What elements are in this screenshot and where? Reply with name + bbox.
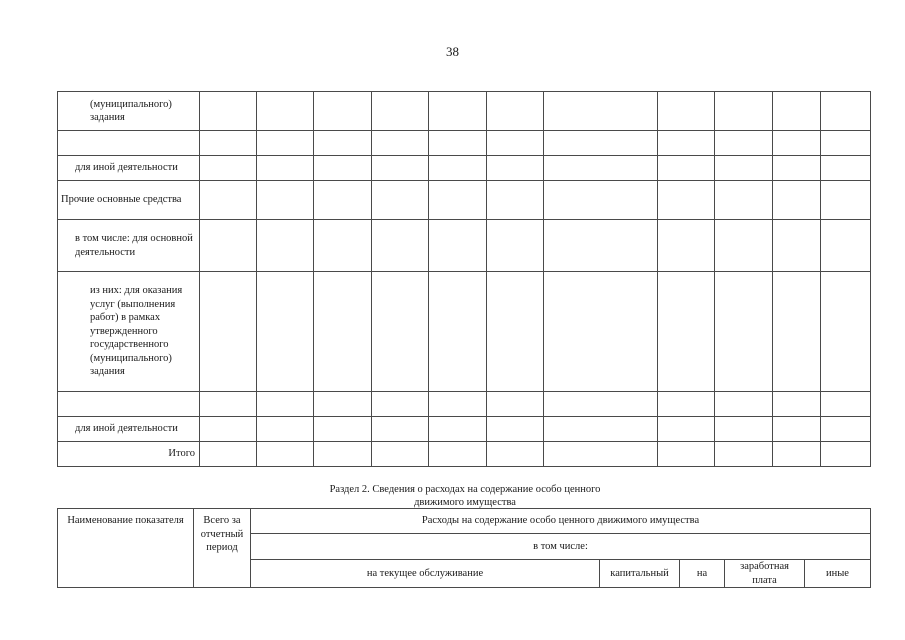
table-cell bbox=[314, 181, 372, 220]
table-cell bbox=[257, 272, 314, 392]
table-cell bbox=[715, 92, 773, 131]
table-row bbox=[58, 156, 871, 181]
table-cell bbox=[429, 156, 487, 181]
section-2-title-line-1: Раздел 2. Сведения о расходах на содержание особо ценного bbox=[329, 484, 601, 495]
table-row bbox=[58, 181, 871, 220]
table-cell bbox=[200, 392, 257, 417]
table-row bbox=[58, 417, 871, 442]
table-header-row bbox=[58, 509, 871, 534]
table-cell bbox=[821, 392, 871, 417]
table-cell bbox=[773, 392, 821, 417]
table-cell bbox=[658, 392, 715, 417]
column-header-capital: капитальный bbox=[600, 560, 680, 588]
table-cell bbox=[200, 442, 257, 467]
section-2-title-line-2: движимого имущества bbox=[414, 497, 516, 508]
table-cell bbox=[821, 220, 871, 272]
table-row bbox=[58, 272, 871, 392]
row-label: для иной деятельности bbox=[58, 417, 200, 442]
row-label: для иной деятельности bbox=[58, 156, 200, 181]
table-cell bbox=[773, 417, 821, 442]
fixed-assets-table bbox=[57, 91, 871, 467]
table-cell bbox=[821, 156, 871, 181]
table-cell bbox=[372, 156, 429, 181]
table-cell bbox=[429, 392, 487, 417]
section-2-title bbox=[200, 483, 730, 509]
table-cell bbox=[487, 92, 544, 131]
table-cell bbox=[314, 272, 372, 392]
table-cell bbox=[314, 442, 372, 467]
table-cell bbox=[257, 392, 314, 417]
table-cell bbox=[715, 417, 773, 442]
table-cell bbox=[544, 417, 658, 442]
table-cell bbox=[658, 442, 715, 467]
column-header-na: на bbox=[680, 560, 725, 588]
table-cell bbox=[715, 220, 773, 272]
table-cell bbox=[314, 131, 372, 156]
table-cell bbox=[773, 156, 821, 181]
table-cell bbox=[715, 392, 773, 417]
table-row bbox=[58, 92, 871, 131]
table-cell bbox=[544, 220, 658, 272]
column-header-salary: заработная плата bbox=[725, 560, 805, 588]
table-cell bbox=[544, 131, 658, 156]
row-label: Прочие основные средства bbox=[58, 181, 200, 220]
table-cell bbox=[487, 220, 544, 272]
table-cell bbox=[314, 156, 372, 181]
table-cell bbox=[658, 220, 715, 272]
table-cell bbox=[658, 181, 715, 220]
table-cell bbox=[372, 392, 429, 417]
table-cell bbox=[314, 392, 372, 417]
table-cell bbox=[658, 131, 715, 156]
row-label bbox=[58, 131, 200, 156]
table-cell bbox=[658, 272, 715, 392]
table-cell bbox=[658, 156, 715, 181]
column-header-other: иные bbox=[805, 560, 871, 588]
table-cell bbox=[372, 417, 429, 442]
table-cell bbox=[821, 442, 871, 467]
row-label: (муниципального) задания bbox=[58, 92, 200, 131]
column-header-total: Всего за отчетный период bbox=[194, 509, 251, 588]
table-cell bbox=[200, 272, 257, 392]
table-cell bbox=[773, 92, 821, 131]
table-cell bbox=[200, 181, 257, 220]
column-header-including: в том числе: bbox=[251, 534, 871, 560]
table-cell bbox=[257, 417, 314, 442]
table-cell bbox=[544, 92, 658, 131]
table-cell bbox=[372, 131, 429, 156]
table-cell bbox=[429, 272, 487, 392]
table-cell bbox=[715, 156, 773, 181]
table-cell bbox=[715, 442, 773, 467]
table-row bbox=[58, 392, 871, 417]
table-cell bbox=[821, 417, 871, 442]
row-label: из них: для оказания услуг (выполнения работ) в рамках утвержденного государственного (муниципального) задания bbox=[58, 272, 200, 392]
table-cell bbox=[821, 181, 871, 220]
table-cell bbox=[773, 181, 821, 220]
table-cell bbox=[314, 220, 372, 272]
column-header-name: Наименование показателя bbox=[58, 509, 194, 588]
table-cell bbox=[372, 220, 429, 272]
table-cell bbox=[314, 92, 372, 131]
table-cell bbox=[544, 392, 658, 417]
row-label: в том числе: для основной деятельности bbox=[58, 220, 200, 272]
table-cell bbox=[372, 181, 429, 220]
table-cell bbox=[257, 131, 314, 156]
table-cell bbox=[773, 272, 821, 392]
table-row bbox=[58, 131, 871, 156]
table-cell bbox=[715, 181, 773, 220]
row-label bbox=[58, 392, 200, 417]
table-cell bbox=[257, 220, 314, 272]
table-cell bbox=[487, 272, 544, 392]
table-cell bbox=[658, 417, 715, 442]
table-cell bbox=[487, 181, 544, 220]
table-cell bbox=[257, 156, 314, 181]
table-cell bbox=[487, 392, 544, 417]
table-cell bbox=[257, 92, 314, 131]
table-cell bbox=[544, 181, 658, 220]
table-cell bbox=[429, 131, 487, 156]
table-row bbox=[58, 220, 871, 272]
page-number: 38 bbox=[446, 44, 459, 59]
table-cell bbox=[200, 156, 257, 181]
table-cell bbox=[200, 92, 257, 131]
table-cell bbox=[372, 92, 429, 131]
table-cell bbox=[429, 220, 487, 272]
table-cell bbox=[257, 442, 314, 467]
table-cell bbox=[487, 442, 544, 467]
table-cell bbox=[773, 131, 821, 156]
table-cell bbox=[658, 92, 715, 131]
expenses-table bbox=[57, 508, 871, 588]
table-cell bbox=[257, 181, 314, 220]
table-cell bbox=[821, 92, 871, 131]
table-cell bbox=[821, 272, 871, 392]
table-cell bbox=[773, 220, 821, 272]
table-cell bbox=[200, 220, 257, 272]
table-cell bbox=[544, 442, 658, 467]
table-cell bbox=[487, 417, 544, 442]
table-cell bbox=[200, 417, 257, 442]
table-cell bbox=[314, 417, 372, 442]
table-cell bbox=[544, 272, 658, 392]
table-cell bbox=[429, 92, 487, 131]
table-cell bbox=[715, 272, 773, 392]
table-cell bbox=[487, 156, 544, 181]
table-cell bbox=[429, 417, 487, 442]
table-cell bbox=[821, 131, 871, 156]
table-cell bbox=[773, 442, 821, 467]
total-label: Итого bbox=[58, 442, 200, 467]
table-cell bbox=[544, 156, 658, 181]
table-cell bbox=[715, 131, 773, 156]
table-cell bbox=[487, 131, 544, 156]
table-cell bbox=[429, 181, 487, 220]
column-header-current-maintenance: на текущее обслуживание bbox=[251, 560, 600, 588]
table-cell bbox=[200, 131, 257, 156]
table-cell bbox=[429, 442, 487, 467]
table-row bbox=[58, 442, 871, 467]
column-header-expenses: Расходы на содержание особо ценного движимого имущества bbox=[251, 509, 871, 534]
table-cell bbox=[372, 442, 429, 467]
table-cell bbox=[372, 272, 429, 392]
